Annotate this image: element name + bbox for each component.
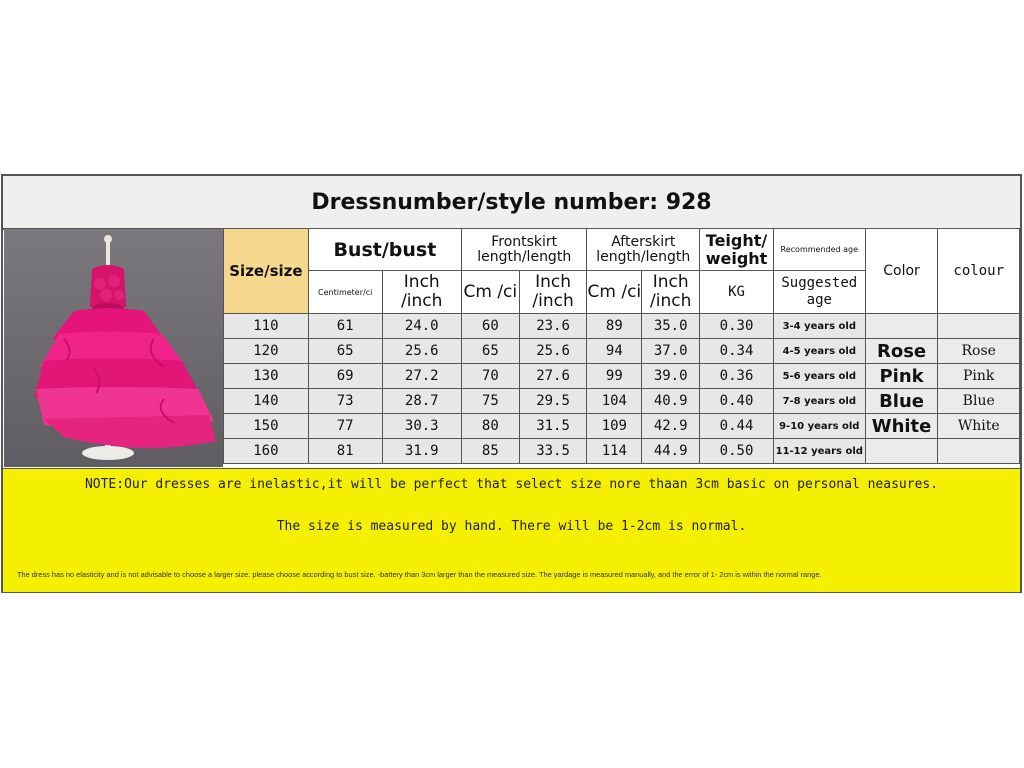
after-inch-cell: 35.0	[642, 314, 700, 339]
suggested-age-header: Suggested age	[773, 271, 865, 314]
front-inch-cell: 23.6	[519, 314, 587, 339]
weight-cell: 0.44	[700, 414, 774, 439]
weight-cell: 0.50	[700, 439, 774, 464]
table-row	[224, 364, 1020, 389]
after-inch-header: Inch /inch	[642, 271, 700, 314]
table-row	[224, 339, 1020, 364]
after-inch-cell: 44.9	[642, 439, 700, 464]
color-cell: Rose	[865, 339, 938, 364]
age-cell: 9-10 years old	[773, 414, 865, 439]
front-cm-cell: 85	[461, 439, 519, 464]
after-cm-cell: 104	[587, 389, 642, 414]
front-inch-cell: 25.6	[519, 339, 587, 364]
front-cm-cell: 75	[461, 389, 519, 414]
weight-cell: 0.40	[700, 389, 774, 414]
after-cm-cell: 114	[587, 439, 642, 464]
front-cm-header: Cm /ci	[461, 271, 519, 314]
front-inch-cell: 27.6	[519, 364, 587, 389]
after-inch-cell: 39.0	[642, 364, 700, 389]
front-inch-header: Inch /inch	[519, 271, 587, 314]
bust-inch-header: Inch /inch	[382, 271, 461, 314]
note-inelastic: NOTE:Our dresses are inelastic,it will be perfect that select size nore thaan 3cm basic on personal neasures.	[84, 477, 939, 492]
front-inch-cell: 33.5	[519, 439, 587, 464]
after-cm-header: Cm /ci	[587, 271, 642, 314]
front-inch-cell: 29.5	[519, 389, 587, 414]
color-cell	[865, 314, 938, 339]
bust-inch-cell: 30.3	[382, 414, 461, 439]
bust-inch-cell: 27.2	[382, 364, 461, 389]
age-cell: 7-8 years old	[773, 389, 865, 414]
after-inch-cell: 42.9	[642, 414, 700, 439]
table-row	[224, 414, 1020, 439]
bust-cm-cell: 69	[308, 364, 382, 389]
colour-cell: White	[938, 414, 1020, 439]
color-cell	[865, 439, 938, 464]
color-cell: Pink	[865, 364, 938, 389]
bust-header: Bust/bust	[308, 229, 461, 271]
note-fine-print: The dress has no elasticity and is not advisable to choose a larger size. please choose according to bust size. -battery than 3cm larger than the measured size. The yardage is measured manually, and the error of 1- 2cm is within the normal range.	[17, 570, 822, 579]
size-header: Size/size	[224, 229, 309, 314]
bust-cm-header: Centimeter/ci	[308, 271, 382, 314]
age-cell: 4-5 years old	[773, 339, 865, 364]
age-cell: 3-4 years old	[773, 314, 865, 339]
colour-cell: Blue	[938, 389, 1020, 414]
notes-panel	[3, 468, 1020, 592]
size-cell: 130	[224, 364, 309, 389]
after-cm-cell: 99	[587, 364, 642, 389]
size-chart	[1, 174, 1022, 593]
bust-cm-cell: 77	[308, 414, 382, 439]
after-inch-cell: 40.9	[642, 389, 700, 414]
recommended-age-header: Recommended age	[773, 229, 865, 271]
after-inch-cell: 37.0	[642, 339, 700, 364]
weight-header: Teight/ weight	[700, 229, 774, 271]
size-cell: 120	[224, 339, 309, 364]
color-cell: White	[865, 414, 938, 439]
table-row	[224, 439, 1020, 464]
bust-inch-cell: 31.9	[382, 439, 461, 464]
bust-cm-cell: 61	[308, 314, 382, 339]
age-cell: 11-12 years old	[773, 439, 865, 464]
chart-title: Dressnumber/style number: 928	[3, 176, 1020, 230]
dress-illustration	[4, 229, 223, 467]
size-cell: 140	[224, 389, 309, 414]
colour-cell: Pink	[938, 364, 1020, 389]
table-row	[224, 389, 1020, 414]
bust-cm-cell: 81	[308, 439, 382, 464]
weight-unit-header: KG	[700, 271, 774, 314]
colour-cell	[938, 439, 1020, 464]
size-cell: 160	[224, 439, 309, 464]
after-cm-cell: 89	[587, 314, 642, 339]
bust-inch-cell: 28.7	[382, 389, 461, 414]
dress-photo	[4, 229, 223, 467]
colour-cell	[938, 314, 1020, 339]
bust-inch-cell: 24.0	[382, 314, 461, 339]
weight-cell: 0.36	[700, 364, 774, 389]
front-cm-cell: 70	[461, 364, 519, 389]
front-inch-cell: 31.5	[519, 414, 587, 439]
frontskirt-header: Frontskirt length/length	[461, 229, 586, 271]
front-cm-cell: 65	[461, 339, 519, 364]
weight-cell: 0.30	[700, 314, 774, 339]
colour-cell: Rose	[938, 339, 1020, 364]
colour-header: colour	[938, 229, 1020, 314]
afterskirt-header: Afterskirt length/length	[587, 229, 700, 271]
bust-inch-cell: 25.6	[382, 339, 461, 364]
table-row	[224, 314, 1020, 339]
note-measured-by-hand: The size is measured by hand. There will be 1-2cm is normal.	[276, 519, 747, 534]
bust-cm-cell: 73	[308, 389, 382, 414]
size-table	[223, 228, 1020, 464]
color-cell: Blue	[865, 389, 938, 414]
bust-cm-cell: 65	[308, 339, 382, 364]
front-cm-cell: 80	[461, 414, 519, 439]
after-cm-cell: 109	[587, 414, 642, 439]
after-cm-cell: 94	[587, 339, 642, 364]
front-cm-cell: 60	[461, 314, 519, 339]
size-cell: 150	[224, 414, 309, 439]
color-header: Color	[865, 229, 938, 314]
weight-cell: 0.34	[700, 339, 774, 364]
size-cell: 110	[224, 314, 309, 339]
age-cell: 5-6 years old	[773, 364, 865, 389]
